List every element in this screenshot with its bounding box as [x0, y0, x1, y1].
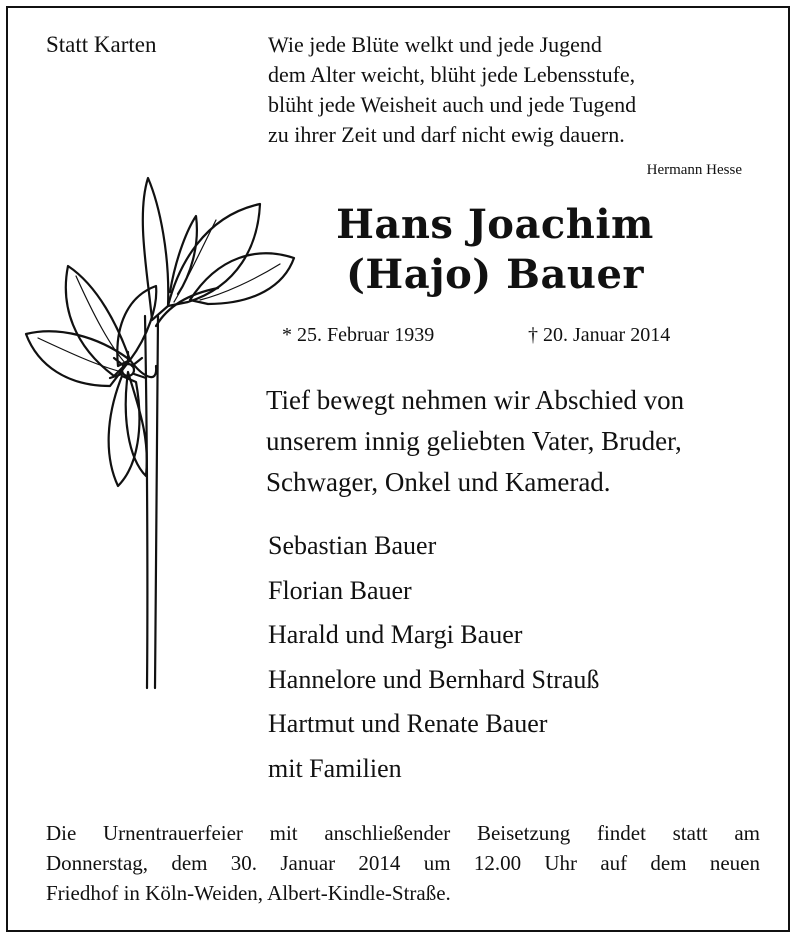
poem	[268, 30, 636, 150]
mourner-name: mit Familien	[268, 753, 402, 783]
funeral-line: Die Urnentrauerfeier mit anschließender Beisetzung findet statt am	[46, 821, 760, 845]
message-line: unserem innig geliebten Vater, Bruder,	[266, 426, 682, 456]
mourner-name: Hartmut und Renate Bauer	[268, 709, 548, 738]
mourner-name: Hannelore und Bernhard Strauß	[268, 664, 600, 694]
farewell-message	[266, 380, 684, 503]
mourner-name: Florian Bauer	[268, 575, 412, 605]
mourner-name: Sebastian Bauer	[268, 531, 437, 560]
hellebore-flower-illustration	[18, 176, 308, 696]
mourners-list	[268, 524, 599, 791]
poem-line: blüht jede Weisheit auch und jede Tugend	[268, 92, 637, 117]
mourner-name: Harald und Margi Bauer	[268, 620, 523, 649]
death-date: † 20. Januar 2014	[528, 324, 671, 346]
deceased-name-line1: Hans Joachim	[336, 201, 654, 248]
deceased-name	[290, 200, 700, 300]
message-line: Schwager, Onkel und Kamerad.	[266, 467, 611, 497]
deceased-name-line2: (Hajo) Bauer	[346, 251, 644, 298]
birth-date: * 25. Februar 1939	[282, 324, 435, 346]
message-line: Tief bewegt nehmen wir Abschied von	[266, 385, 685, 415]
poem-line: Wie jede Blüte welkt und jede Jugend	[268, 32, 602, 57]
poem-line: zu ihrer Zeit und darf nicht ewig dauern.	[268, 122, 625, 147]
statt-karten-label: Statt Karten	[46, 32, 157, 57]
poem-author: Hermann Hesse	[646, 162, 742, 178]
funeral-line: Friedhof in Köln-Weiden, Albert-Kindle-Straße.	[46, 881, 451, 905]
funeral-line: Donnerstag, dem 30. Januar 2014 um 12.00 Uhr auf dem neuen	[46, 851, 760, 875]
funeral-info	[46, 818, 760, 908]
poem-line: dem Alter weicht, blüht jede Lebensstufe,	[268, 62, 636, 87]
